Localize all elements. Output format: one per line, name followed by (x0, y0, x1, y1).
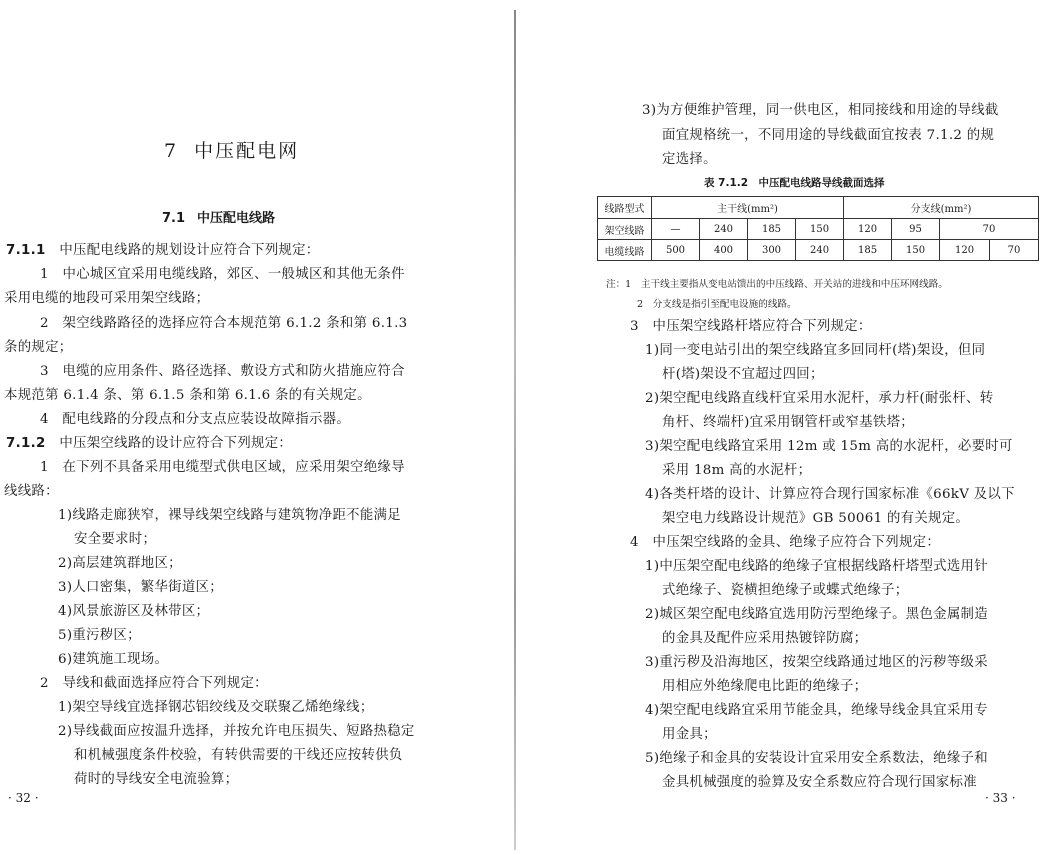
clause-line: 3)人口密集，繁华街道区； (58, 580, 223, 595)
clause-line: 金具机械强度的验算及安全系数应符合现行国家标准 (662, 775, 977, 790)
table-note: 注：1 主干线主要指从变电站馈出的中压线路、开关站的进线和中压环网线路。 (606, 279, 948, 290)
chapter-number: 7 (164, 140, 179, 162)
clause-line: 1)架空导线宜选择钢芯铝绞线及交联聚乙烯绝缘线； (58, 700, 374, 715)
clause-line: 本规范第 6.1.4 条、第 6.1.5 条和第 6.1.6 条的有关规定。 (4, 388, 371, 403)
clause-line: 2)导线截面应按温升选择，并按允许电压损失、短路热稳定 (58, 724, 415, 739)
clause-text: 中压架空线路的设计应符合下列规定： (59, 436, 293, 451)
table-header-row (598, 197, 1039, 219)
clause-line: 1 在下列不具备采用电缆型式供电区域，应采用架空绝缘导 (40, 460, 405, 475)
clause-line: 用相应外绝缘爬电比距的绝缘子； (662, 679, 868, 694)
page-number-right: · 33 · (985, 791, 1016, 805)
section-title-text: 中压配电线路 (197, 211, 276, 226)
table-header-cell: 分支线(mm²) (844, 197, 1039, 219)
clause-line: 1 中心城区宜采用电缆线路，郊区、一般城区和其他无条件 (40, 267, 405, 282)
clause-line: 4)风景旅游区及林带区； (58, 604, 210, 619)
table-cell: 240 (700, 219, 748, 240)
clause-number: 7.1.2 (6, 436, 46, 451)
table-cell: 500 (652, 240, 700, 261)
table-cell: 70 (940, 219, 1039, 240)
table-cell: 70 (990, 240, 1039, 261)
clause-line: 3 电缆的应用条件、路径选择、敷设方式和防火措施应符合 (40, 364, 405, 379)
clause-line: 2)架空配电线路直线杆宜采用水泥杆，承力杆(耐张杆、转 (645, 391, 994, 406)
clause-line: 式绝缘子、瓷横担绝缘子或蝶式绝缘子； (662, 583, 909, 598)
clause-line: 4)架空配电线路宜采用节能金具，绝缘导线金具宜采用专 (645, 703, 988, 718)
clause-line: 2 架空线路路径的选择应符合本规范第 6.1.2 条和第 6.1.3 (40, 316, 408, 331)
clause-line: 面宜规格统一，不同用途的导线截面宜按表 7.1.2 的规 (662, 128, 995, 143)
clause-line: 采用 18m 高的水泥杆； (662, 463, 812, 478)
table-header-cell: 线路型式 (598, 197, 652, 219)
table-cell: 150 (796, 219, 844, 240)
table-row (598, 240, 1039, 261)
clause-line: 2)城区架空配电线路宜选用防污型绝缘子。黑色金属制造 (645, 607, 988, 622)
clause-line: 和机械强度条件校验，有转供需要的干线还应按转供负 (74, 748, 403, 763)
table-cell: 185 (844, 240, 892, 261)
clause-line: 杆(塔)架设不宜超过四回； (662, 367, 824, 382)
table-row-label: 架空线路 (598, 219, 652, 240)
clause-line: 6)建筑施工现场。 (58, 652, 169, 667)
clause-line (6, 244, 319, 257)
table-cell: 95 (892, 219, 940, 240)
page-number-left: · 32 · (8, 791, 39, 805)
table-cell: 185 (748, 219, 796, 240)
clause-line: 1)同一变电站引出的架空线路宜多回同杆(塔)架设，但同 (645, 343, 986, 358)
clause-line: 2)高层建筑群地区； (58, 556, 182, 571)
clause-line: 5)重污秽区； (58, 628, 141, 643)
clause-line: 5)绝缘子和金具的安装设计宜采用安全系数法，绝缘子和 (645, 751, 988, 766)
clause-line: 3)架空配电线路宜采用 12m 或 15m 高的水泥杆，必要时可 (645, 439, 1013, 454)
clause-line: 3 中压架空线路杆塔应符合下列规定： (630, 319, 872, 334)
clause-line: 3)为方便维护管理，同一供电区，相同接线和用途的导线截 (642, 103, 999, 118)
clause-line: 定选择。 (662, 152, 717, 167)
clause-line: 荷时的导线安全电流验算； (74, 772, 239, 787)
conductor-section-table (597, 196, 1039, 261)
clause-line: 采用电缆的地段可采用架空线路； (4, 291, 210, 306)
clause-line: 角杆、终端杆)宜采用钢管杆或窄基铁塔； (662, 415, 914, 430)
table-note: 2 分支线是指引至配电设施的线路。 (637, 299, 797, 310)
clause-line: 1)线路走廊狭窄，裸导线架空线路与建筑物净距不能满足 (58, 508, 401, 523)
clause-line (6, 437, 292, 450)
section-title (162, 207, 275, 226)
left-page (0, 0, 512, 855)
book-gutter (514, 10, 516, 850)
chapter-title (164, 136, 299, 163)
clause-line: 3)重污秽及沿海地区，按架空线路通过地区的污秽等级采 (645, 655, 988, 670)
table-cell: 300 (748, 240, 796, 261)
table-cell: 150 (892, 240, 940, 261)
clause-line: 安全要求时； (74, 532, 157, 547)
clause-line: 4 配电线路的分段点和分支点应装设故障指示器。 (40, 412, 351, 427)
clause-line: 的金具及配件应采用热镀锌防腐； (662, 631, 868, 646)
clause-line: 架空电力线路设计规范》GB 50061 的有关规定。 (662, 511, 970, 526)
clause-text: 中压配电线路的规划设计应符合下列规定： (59, 243, 320, 258)
chapter-title-text: 中压配电网 (194, 140, 300, 162)
table-cell: 240 (796, 240, 844, 261)
table-cell: — (652, 219, 700, 240)
table-cell: 120 (940, 240, 990, 261)
table-row (598, 219, 1039, 240)
clause-line: 用金具； (662, 727, 717, 742)
table-row-label: 电缆线路 (598, 240, 652, 261)
clause-line: 4)各类杆塔的设计、计算应符合现行国家标准《66kV 及以下 (645, 487, 1015, 502)
table-cell: 120 (844, 219, 892, 240)
clause-line: 线线路： (4, 484, 59, 499)
section-number: 7.1 (162, 211, 186, 226)
table-header-cell: 主干线(mm²) (652, 197, 844, 219)
clause-line: 4 中压架空线路的金具、绝缘子应符合下列规定： (630, 535, 941, 550)
clause-line: 2 导线和截面选择应符合下列规定： (40, 676, 268, 691)
table-title: 表 7.1.2 中压配电线路导线截面选择 (704, 177, 885, 189)
table-cell: 400 (700, 240, 748, 261)
clause-number: 7.1.1 (6, 243, 46, 258)
clause-line: 条的规定； (4, 340, 73, 355)
clause-line: 1)中压架空配电线路的绝缘子宜根据线路杆塔型式选用针 (645, 559, 988, 574)
